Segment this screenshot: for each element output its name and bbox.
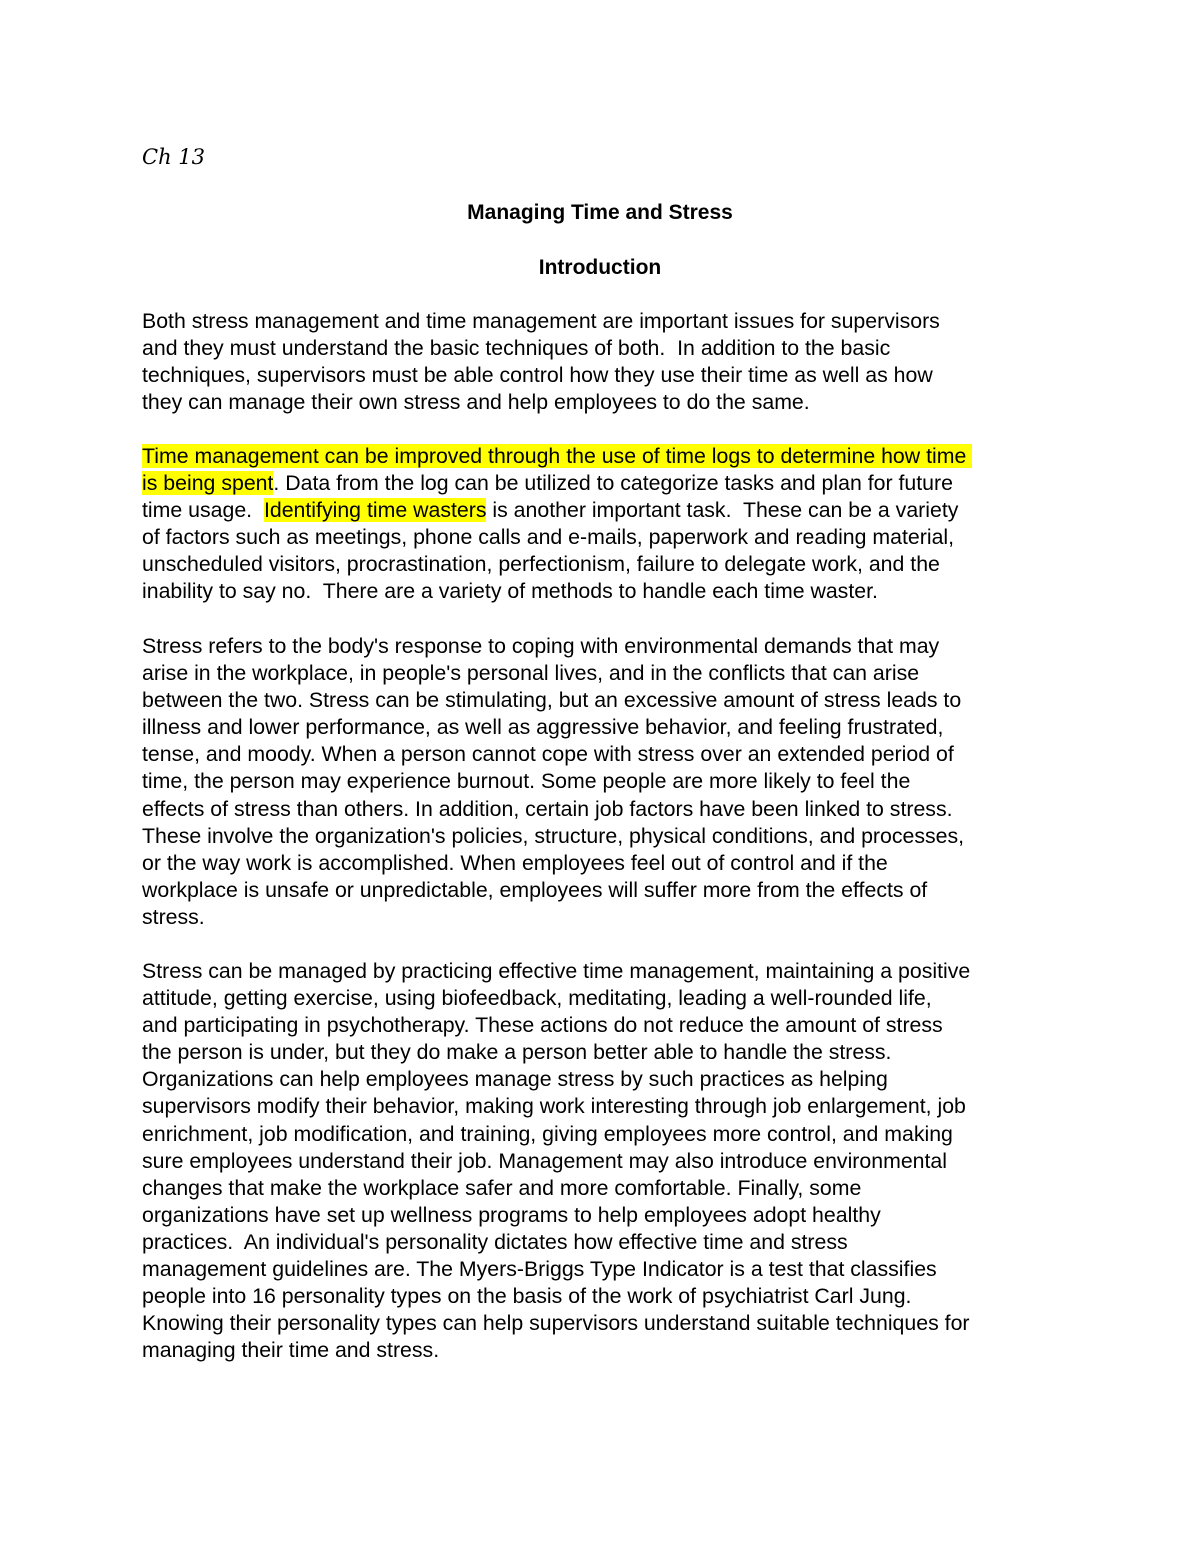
paragraph-line: and participating in psychotherapy. These actions do not reduce the amount of stress	[142, 1013, 943, 1038]
section-heading: Introduction	[538, 256, 662, 279]
paragraph-line: of factors such as meetings, phone calls and e-mails, paperwork and reading material,	[142, 525, 955, 550]
paragraph-line: stress.	[142, 904, 205, 929]
paragraph-line: changes that make the workplace safer and more comfortable. Finally, some	[142, 1175, 862, 1200]
paragraph-text: . Data from the log can be utilized to categorize tasks and plan for future	[273, 471, 953, 496]
paragraph-line: management guidelines are. The Myers-Briggs Type Indicator is a test that classifies	[142, 1257, 937, 1282]
highlighted-text: Time management can be improved through the use of time logs to determine how time	[142, 444, 973, 468]
paragraph-line: Stress can be managed by practicing effective time management, maintaining a positive	[142, 959, 971, 983]
paragraph-stress-management	[142, 958, 1077, 1364]
paragraph-line: techniques, supervisors must be able control how they use their time as well as how	[142, 363, 933, 388]
paragraph-line: or the way work is accomplished. When employees feel out of control and if the	[142, 850, 888, 875]
paragraph-line: illness and lower performance, as well as aggressive behavior, and feeling frustrated,	[142, 715, 944, 740]
paragraph-line: practices. An individual's personality dictates how effective time and stress	[142, 1229, 848, 1254]
paragraph-line: tense, and moody. When a person cannot cope with stress over an extended period of	[142, 742, 954, 767]
paragraph-line: inability to say no. There are a variety of methods to handle each time waster.	[142, 579, 878, 604]
highlighted-text: is being spent	[142, 471, 274, 496]
paragraph-line	[142, 497, 1077, 524]
paragraph-line: unscheduled visitors, procrastination, perfectionism, failure to delegate work, and the	[142, 552, 940, 577]
paragraph-line: organizations have set up wellness programs to help employees adopt healthy	[142, 1202, 881, 1227]
paragraph-text: time usage.	[142, 498, 264, 523]
paragraph-line: workplace is unsafe or unpredictable, employees will suffer more from the effects of	[142, 877, 928, 902]
paragraph-line: supervisors modify their behavior, making work interesting through job enlargement, job	[142, 1094, 966, 1119]
paragraph-introduction	[142, 308, 1077, 416]
paragraph-line	[142, 470, 1077, 497]
paragraph-line: and they must understand the basic techniques of both. In addition to the basic	[142, 336, 891, 361]
paragraph-line: attitude, getting exercise, using biofeedback, meditating, leading a well-rounded life,	[142, 986, 932, 1011]
paragraph-line: These involve the organization's policies, structure, physical conditions, and processes,	[142, 823, 965, 848]
paragraph-line: Knowing their personality types can help supervisors understand suitable techniques for	[142, 1311, 970, 1336]
paragraph-line: sure employees understand their job. Management may also introduce environmental	[142, 1148, 947, 1173]
paragraph-line: people into 16 personality types on the basis of the work of psychiatrist Carl Jung.	[142, 1284, 912, 1309]
paragraph-stress-definition	[142, 633, 1077, 931]
highlighted-text: Identifying time wasters	[263, 498, 487, 523]
paragraph-line: arise in the workplace, in people's personal lives, and in the conflicts that can arise	[142, 661, 920, 686]
paragraph-line	[142, 443, 1077, 470]
paragraph-time-management	[142, 443, 1077, 606]
document-title: Managing Time and Stress	[467, 201, 733, 224]
paragraph-line: they can manage their own stress and help employees to do the same.	[142, 390, 810, 415]
paragraph-line: Stress refers to the body's response to coping with environmental demands that may	[142, 634, 940, 658]
chapter-label: Ch 13	[142, 145, 205, 169]
paragraph-line: time, the person may experience burnout. Some people are more likely to feel the	[142, 769, 911, 794]
paragraph-line: Organizations can help employees manage stress by such practices as helping	[142, 1067, 888, 1092]
paragraph-line: between the two. Stress can be stimulating, but an excessive amount of stress leads to	[142, 688, 962, 713]
paragraph-line: the person is under, but they do make a person better able to handle the stress.	[142, 1040, 892, 1065]
paragraph-line: effects of stress than others. In addition, certain job factors have been linked to stress.	[142, 796, 953, 821]
paragraph-text: is another important task. These can be a variety	[486, 498, 959, 523]
paragraph-line: enrichment, job modification, and training, giving employees more control, and making	[142, 1121, 953, 1146]
paragraph-line: managing their time and stress.	[142, 1338, 440, 1363]
paragraph-line: Both stress management and time management are important issues for supervisors	[142, 309, 940, 333]
